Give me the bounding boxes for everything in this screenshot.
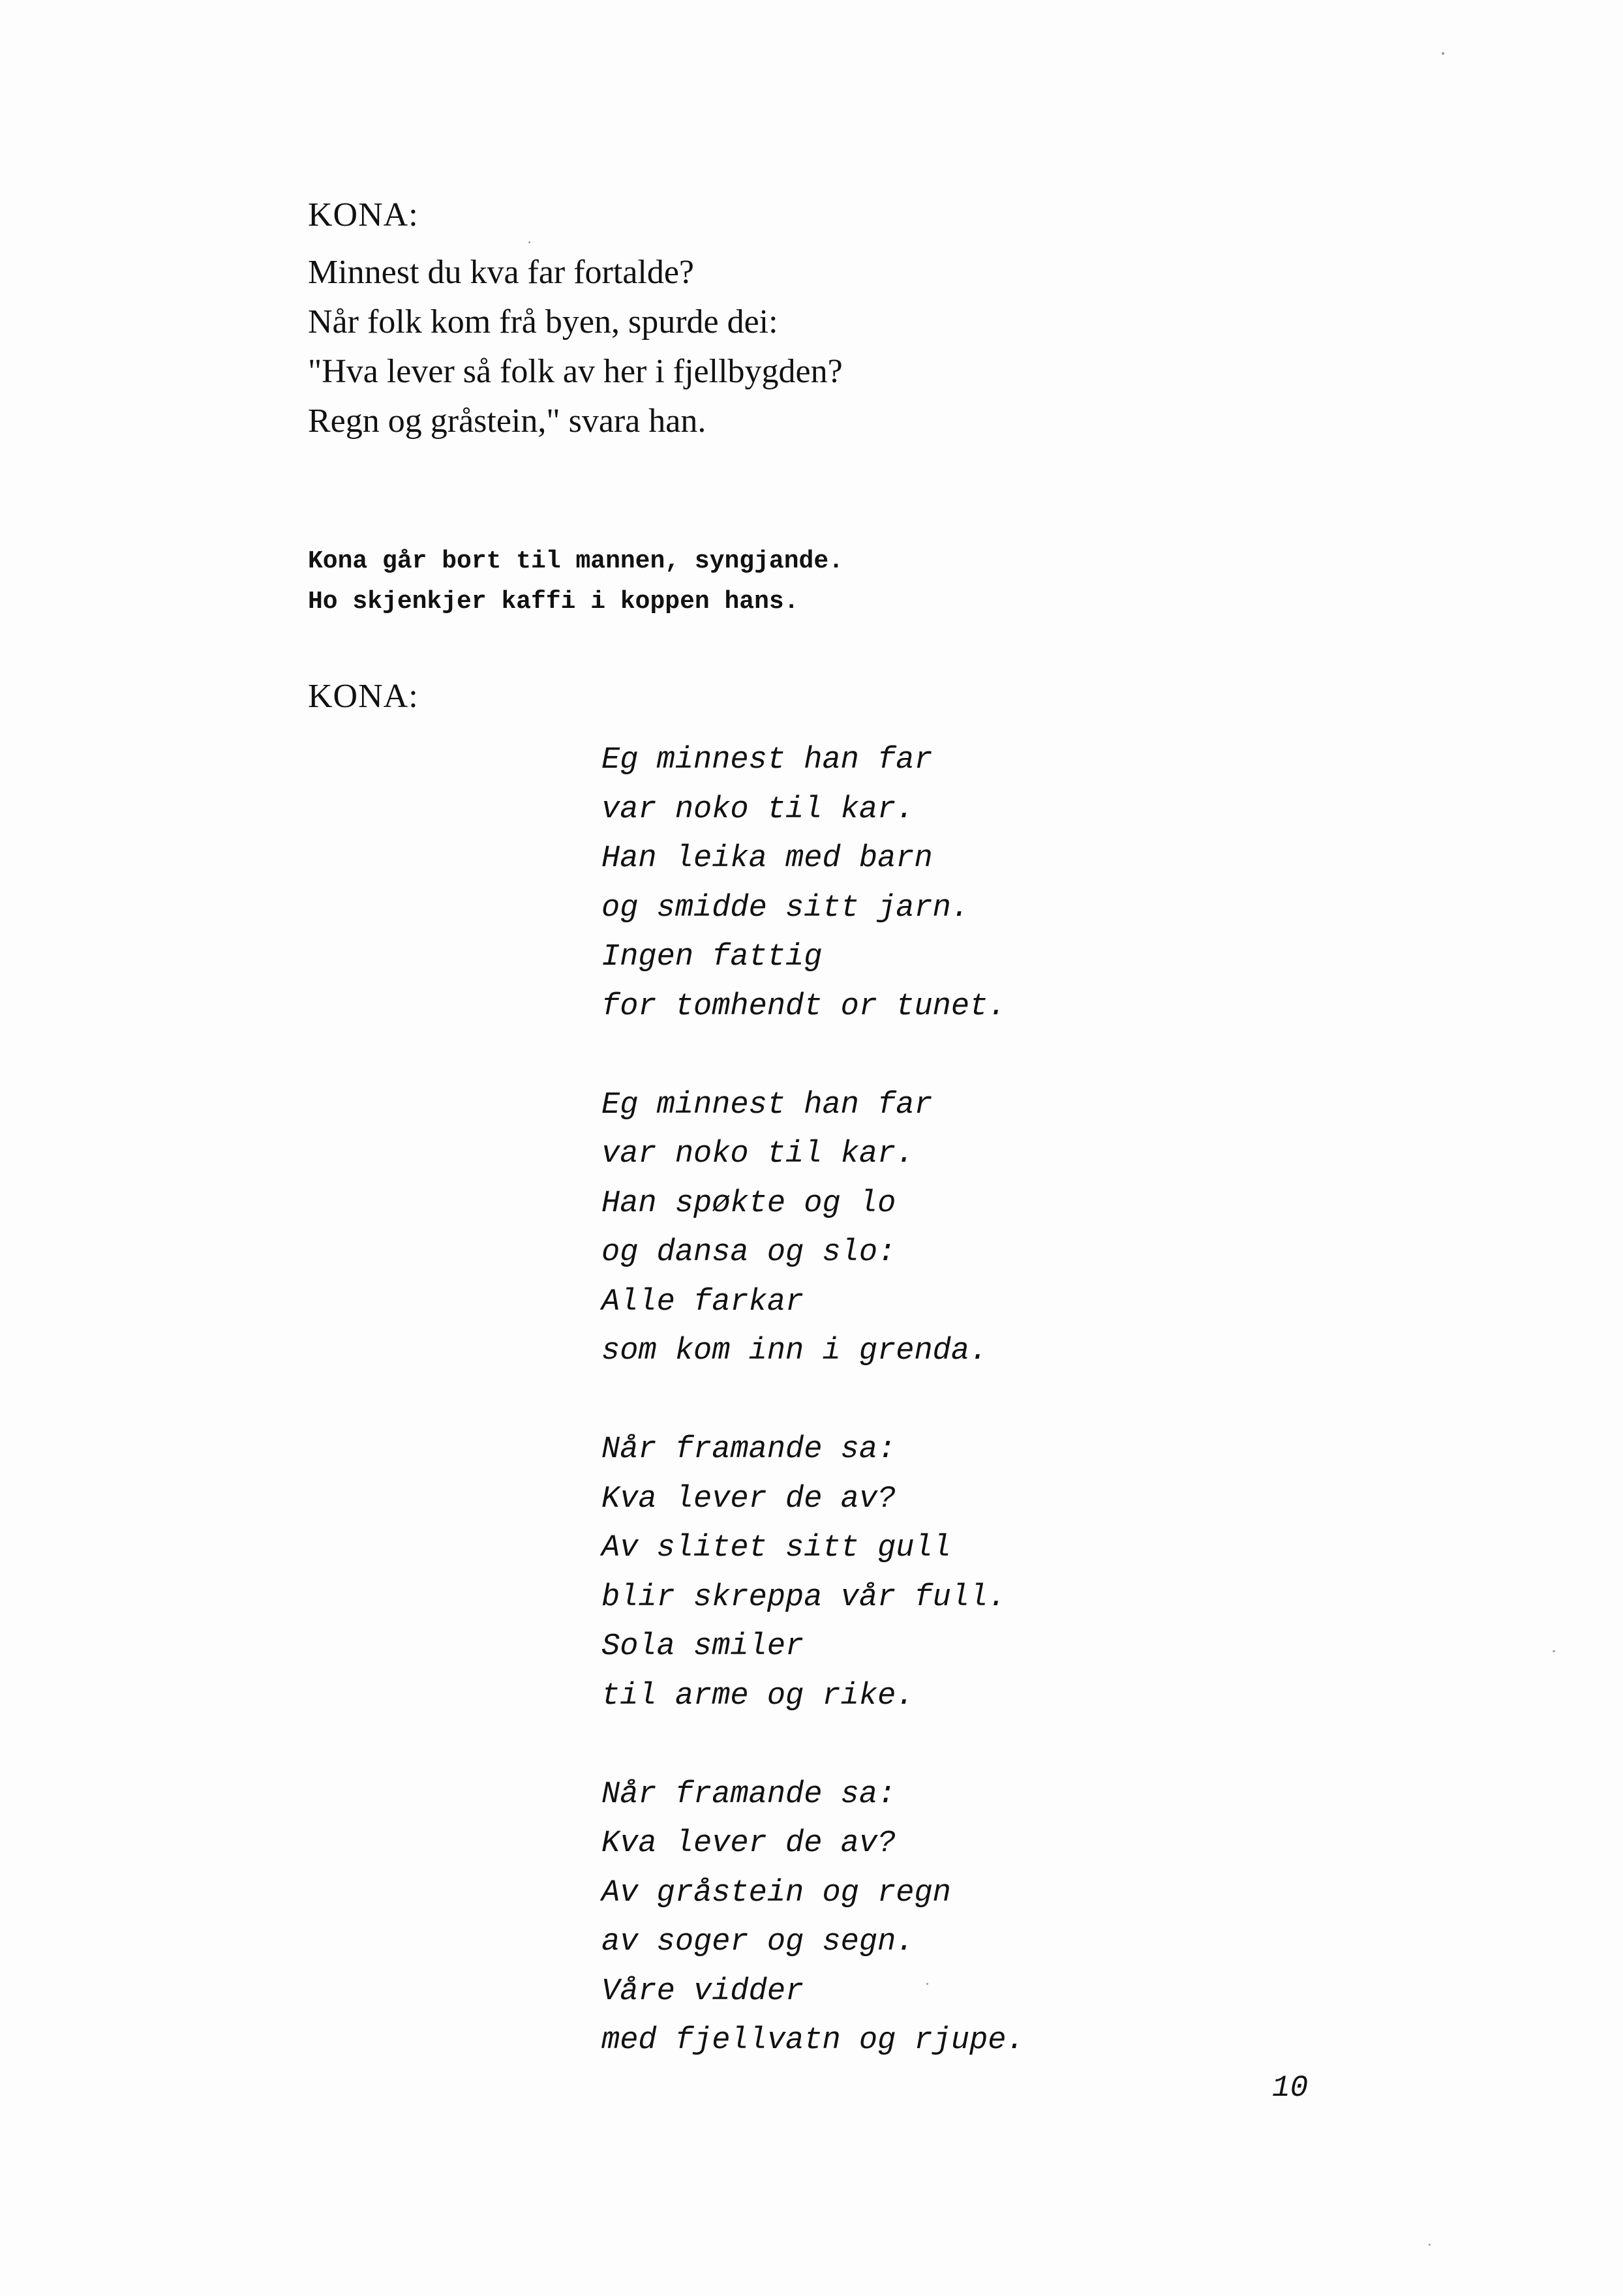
song-line: Han spøkte og lo (601, 1186, 896, 1221)
scan-speck (1429, 2244, 1431, 2246)
song-line: Eg minnest han far (601, 1087, 933, 1123)
stage-direction-line: Kona går bort til mannen, syngjande. (308, 547, 843, 575)
song-line: Eg minnest han far (601, 743, 933, 778)
scan-speck (926, 1983, 928, 1985)
song-line: Av gråstein og regn (601, 1875, 951, 1911)
song-line: Alle farkar (601, 1284, 804, 1320)
song-line: som kom inn i grenda. (601, 1334, 988, 1368)
song-line: Kva lever de av? (601, 1826, 896, 1861)
song-line: Sola smiler (601, 1629, 804, 1664)
dialogue-line: Regn og gråstein," svara han. (308, 402, 706, 440)
scan-speck (1553, 1650, 1555, 1652)
song-line: Av slitet sitt gull (601, 1531, 951, 1565)
song-line: var noko til kar. (601, 792, 915, 827)
song-line: Når framande sa: (601, 1777, 896, 1812)
scan-speck (1442, 52, 1444, 55)
dialogue-line: Minnest du kva far fortalde? (308, 254, 695, 291)
dialogue-block (308, 248, 843, 446)
song-line: Våre vidder (601, 1974, 804, 2009)
song-line: blir skreppa vår full. (601, 1580, 1007, 1615)
song-line: og dansa og slo: (601, 1235, 896, 1270)
dialogue-line: "Hva lever så folk av her i fjellbygden? (308, 353, 843, 390)
page-number: 10 (1272, 2071, 1309, 2105)
dialogue-line: Når folk kom frå byen, spurde dei: (308, 303, 778, 340)
song-line: Han leika med barn (601, 841, 933, 876)
speaker-label: KONA: (308, 196, 419, 234)
song-stanza-4 (601, 1770, 1025, 2066)
song-stanza-3 (601, 1425, 1025, 1721)
song-lyrics (601, 736, 1025, 2115)
song-line: Kva lever de av? (601, 1481, 896, 1517)
song-speaker-label: KONA: (308, 678, 419, 715)
song-line: av soger og segn. (601, 1925, 915, 1959)
song-stanza-1 (601, 736, 1025, 1031)
song-line: til arme og rike. (601, 1678, 915, 1714)
stage-direction-line: Ho skjenkjer kaffi i koppen hans. (308, 588, 799, 616)
song-line: og smidde sitt jarn. (601, 890, 970, 926)
song-line: med fjellvatn og rjupe. (601, 2023, 1025, 2058)
scan-speck (528, 241, 530, 243)
stage-direction (308, 541, 843, 622)
song-line: Ingen fattig (601, 940, 823, 974)
song-stanza-2 (601, 1081, 1025, 1376)
song-line: Når framande sa: (601, 1432, 896, 1467)
song-line: for tomhendt or tunet. (601, 989, 1007, 1024)
song-line: var noko til kar. (601, 1137, 915, 1171)
